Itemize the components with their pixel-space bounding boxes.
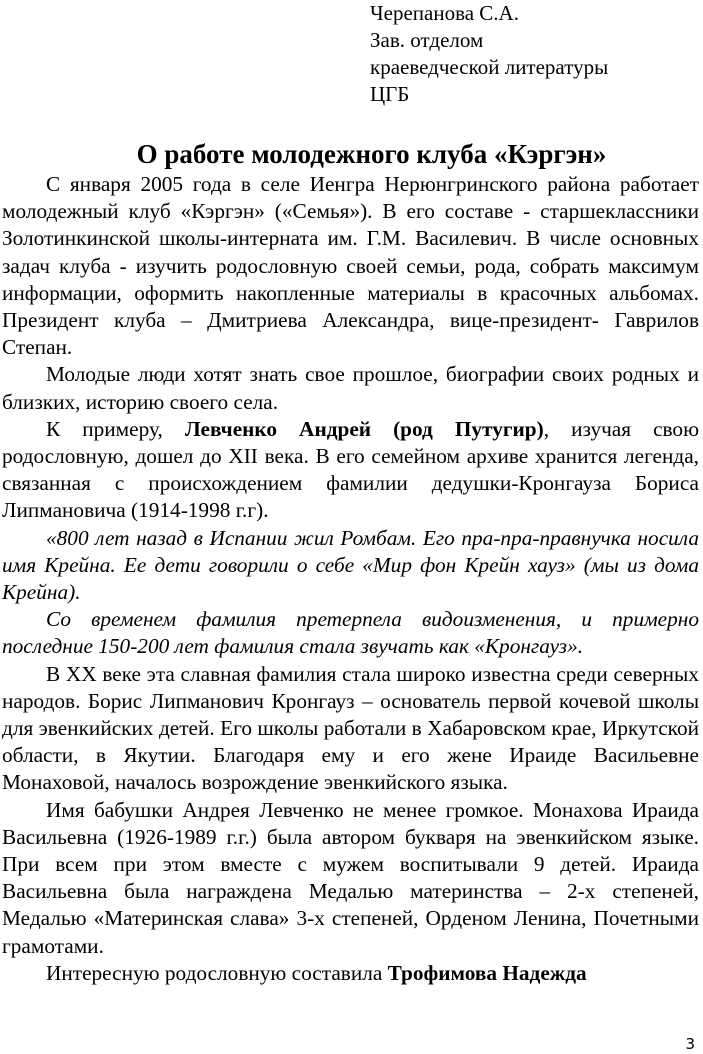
paragraph-8-start: Интересную родословную составила	[46, 960, 388, 985]
author-block	[370, 0, 608, 108]
paragraph-3-bold-name: Левченко Андрей (род Путугир)	[184, 416, 544, 441]
paragraph-5-quote: Со временем фамилия претерпела видоизменения, и примерно последние 150-200 лет фамилия стала звучать как «Кронгауз».	[2, 607, 699, 659]
paragraph-8-bold-name: Трофимова Надежда	[387, 960, 587, 985]
paragraph-6: В XX веке эта славная фамилия стала широко известна среди северных народов. Борис Липманович Кронгауз – основатель первой кочевой школы для эвенкийских детей. Его школы работали в Хабаровском крае, Иркутской области, в Якутии. Благодаря ему и его жене Ираиде Васильевне Монаховой, началось возрождение эвенкийского языка.	[2, 661, 699, 795]
paragraph-3-start: К примеру,	[46, 416, 185, 441]
article-body	[2, 171, 699, 987]
paragraph-1: С января 2005 года в селе Иенгра Нерюнгринского района работает молодежный клуб «Кэргэн» («Семья»). В его составе - старшеклассники Золотинкинской школы-интерната им. Г.М. Василевич. В числе основных задач клуба - изучить родословную своей семьи, рода, собрать максимум информации, оформить накопленные материалы в красочных альбомах. Президент клуба – Дмитриева Александра, вице-президент- Гаврилов Степан.	[2, 172, 699, 360]
article-title: О работе молодежного клуба «Кэргэн»	[136, 139, 607, 169]
paragraph-3	[2, 416, 699, 525]
paragraph-3-end: , изучая свою родословную, дошел до XII века. В его семейном архиве хранится легенда, связанная с происхождением фамилии дедушки-Кронгауза Бориса Липмановича (1914-1998 г.г).	[2, 416, 699, 523]
author-org: ЦГБ	[370, 82, 410, 106]
paragraph-7: Имя бабушки Андрея Левченко не менее громкое. Монахова Ираида Васильевна (1926-1989 г.г.) была автором букваря на эвенкийском языке. При всем при этом вместе с мужем воспитывали 9 детей. Ираида Васильевна была награждена Медалью материнства – 2-х степеней, Медалью «Материнская слава» 3-х степеней, Орденом Ленина, Почетными грамотами.	[2, 797, 699, 958]
author-position: Зав. отделом	[370, 28, 484, 52]
author-department: краеведческой литературы	[370, 55, 609, 79]
author-name: Черепанова С.А.	[370, 1, 519, 25]
paragraph-4-quote: «800 лет назад в Испании жил Ромбам. Его пра-пра-правнучка носила имя Крейна. Ее дети говорили о себе «Мир фон Крейн хауз» (мы из дома Крейна).	[2, 525, 699, 605]
paragraph-2: Молодые люди хотят знать свое прошлое, биографии своих родных и близких, историю своего села.	[2, 362, 699, 414]
page-number: 3	[685, 1035, 695, 1053]
paragraph-8	[2, 960, 699, 987]
